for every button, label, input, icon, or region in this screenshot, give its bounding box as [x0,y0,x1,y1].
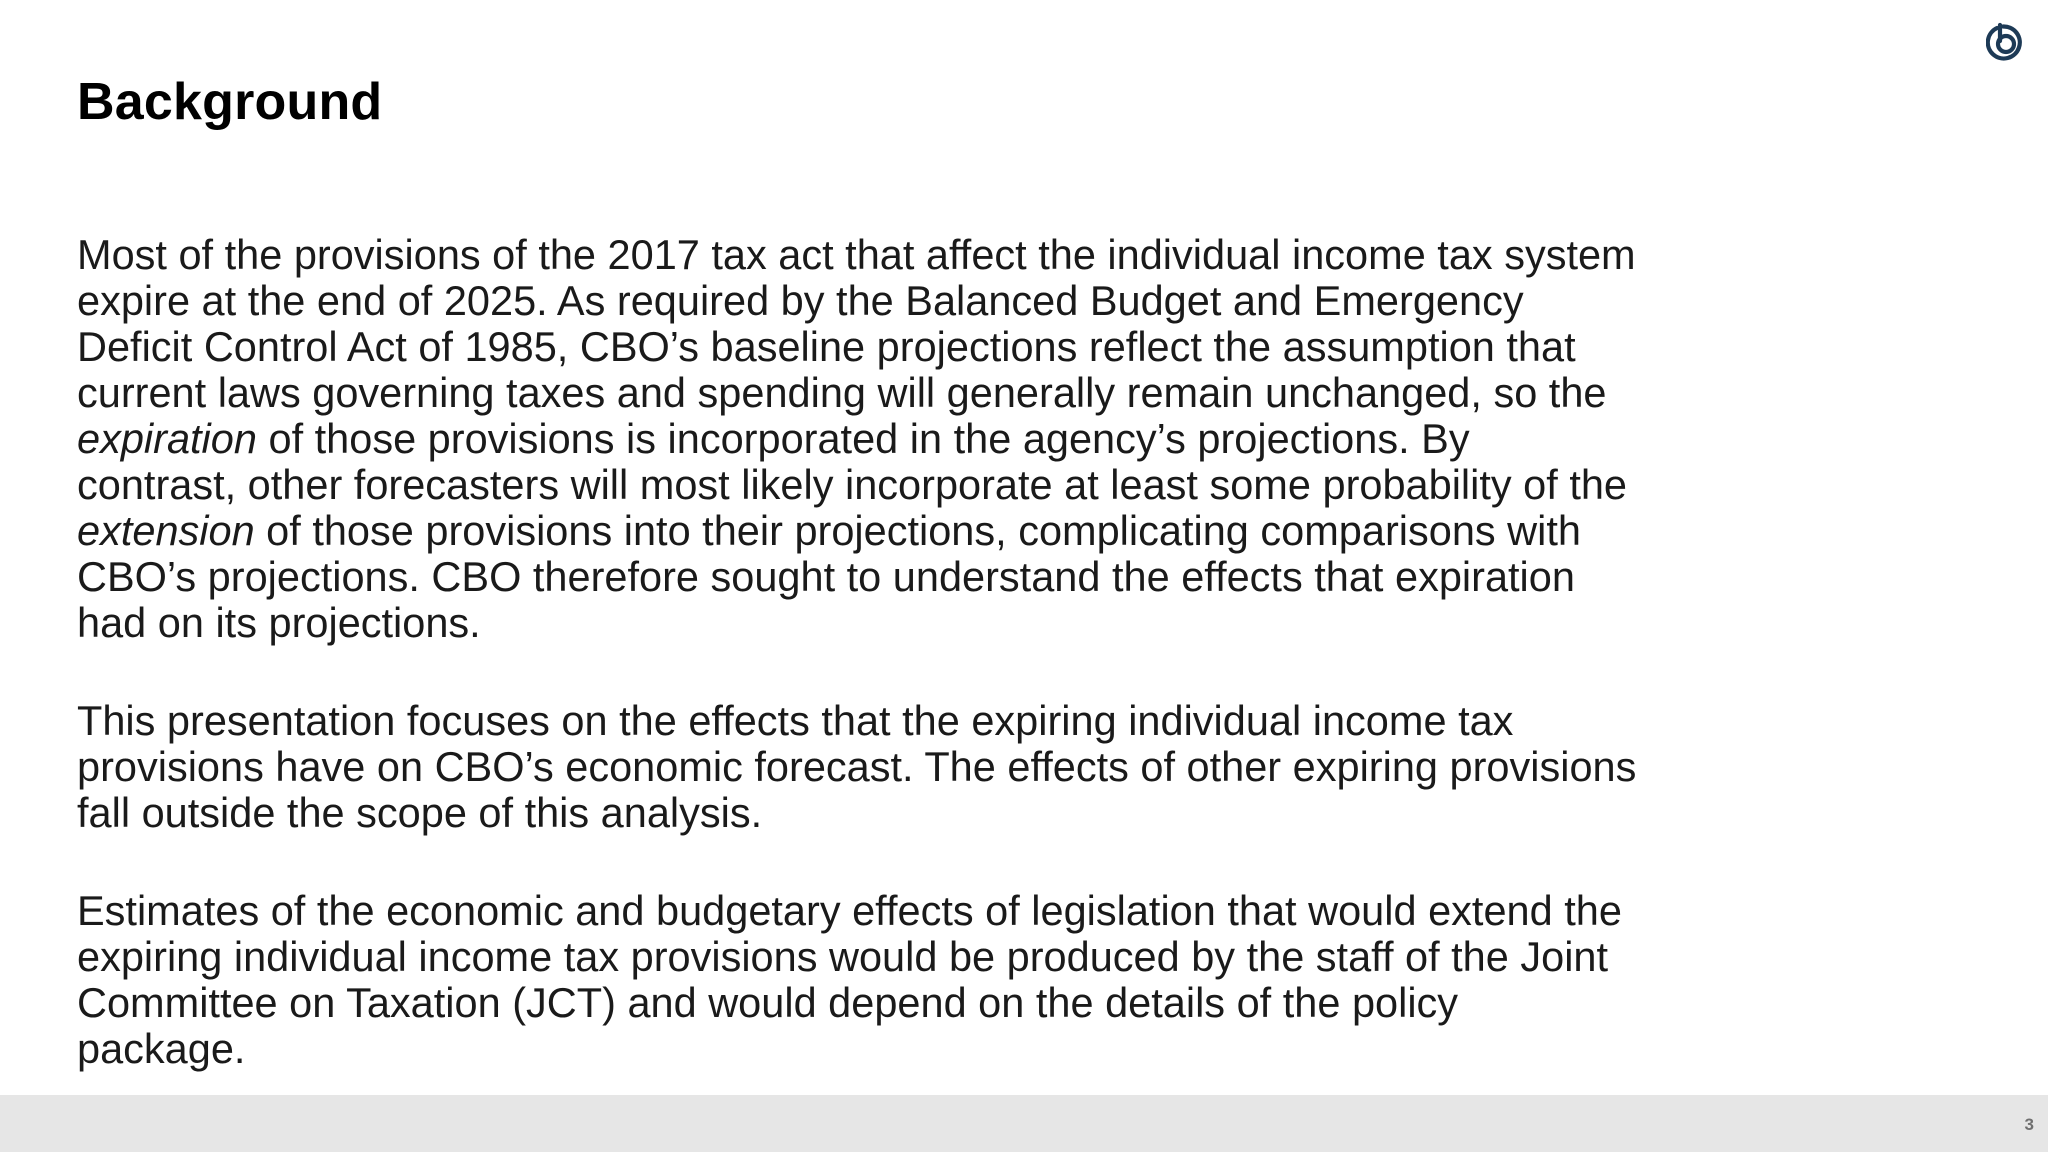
paragraph-estimates [77,888,1637,1072]
slide-title: Background [77,73,383,131]
text-segment: of those provisions is incorporated in the agency’s projections. By contrast, other forecasters will most likely incorporate at least some probability of the [77,415,1628,508]
paragraph-background [77,232,1637,646]
text-segment-italic: expiration [77,415,257,462]
cbo-logo-icon [1986,21,2026,63]
paragraph-focus [77,698,1637,836]
footer-bar [0,1095,2048,1152]
text-segment-italic: extension [77,507,255,554]
text-segment: Most of the provisions of the 2017 tax act that affect the individual income tax system expire at the end of 2025. As required by the Balanced Budget and Emergency Deficit Control Act of 1985, CBO’s baseline projections reflect the assumption that current laws governing taxes and spending will generally remain unchanged, so the [77,231,1636,416]
slide-body [77,232,1637,1072]
text-segment: of those provisions into their projections, complicating comparisons with CBO’s projections. CBO therefore sought to understand the effects that expiration had on its projections. [77,507,1581,646]
page-number: 3 [2024,1115,2034,1134]
text-segment: This presentation focuses on the effects that the expiring individual income tax provisions have on CBO’s economic forecast. The effects of other expiring provisions fall outside the scope of this analysis. [77,697,1637,836]
text-segment: Estimates of the economic and budgetary effects of legislation that would extend the expiring individual income tax provisions would be produced by the staff of the Joint Committee on Taxation (JCT) and would depend on the details of the policy package. [77,887,1622,1072]
